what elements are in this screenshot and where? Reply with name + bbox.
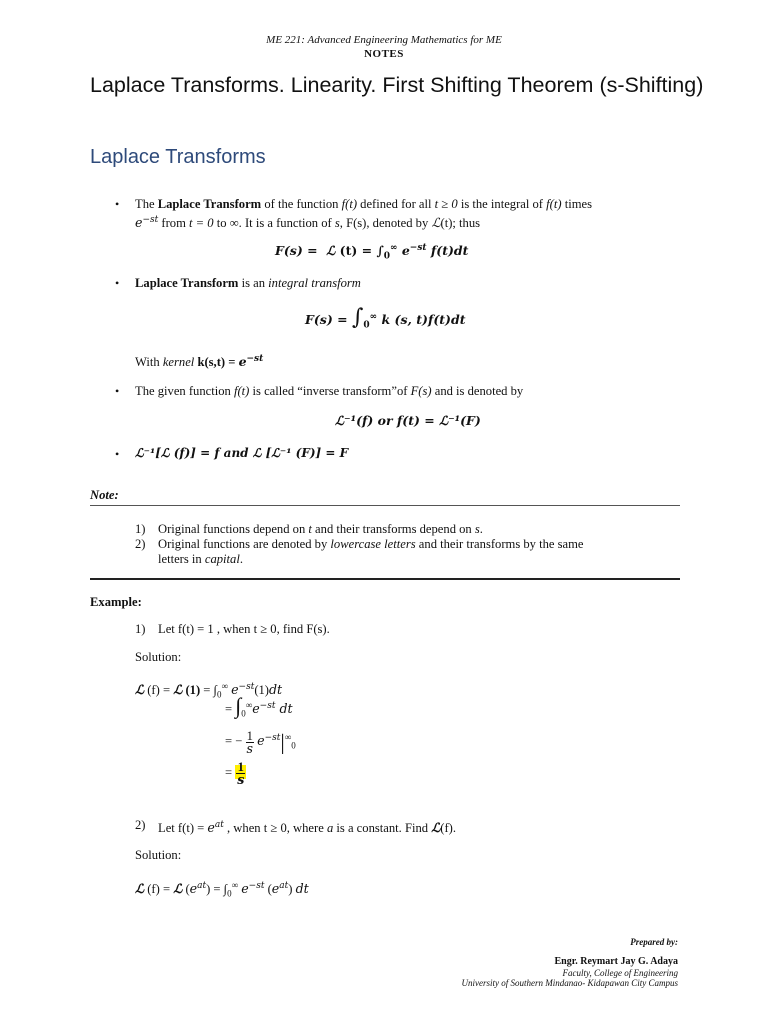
note-item-1: Original functions depend on t and their transforms depend on s. [158, 522, 483, 536]
integral-transform-equation: $F(s) = \int_0^\infty$ k (s, t)f(t)dt [305, 305, 466, 331]
note-label: Note: [90, 488, 119, 502]
prepared-by-label: Prepared by: [630, 937, 678, 947]
solution-1-step-2: = $\int_0^\infty e^{-st}$ dt [225, 693, 293, 719]
solution-1-step-1: ℒ (f) = ℒ $(1) = \int_0^\infty$ $e^{-st}(1)dt$ [135, 681, 283, 700]
author-name: Engr. Reymart Jay G. Adaya [554, 956, 678, 967]
example-2-text: Let $f(t) = e^{at}$ , when t ≥ 0, where a is a constant. Find ℒ(f). [158, 820, 457, 836]
note-item-number: 1) [135, 522, 146, 536]
note-item-2-line2: letters in capital. [158, 552, 244, 566]
bullet-1-text-line2: $e^{-st}$ from t = 0 to ∞. It is a function of s, F(s), denoted by ℒ(t); thus [135, 215, 481, 231]
laplace-definition-equation: F(s) = ℒ $(t) = \int_0^\infty$ $e^{-st}$ f(t)dt [275, 243, 469, 262]
note-item-2: Original functions are denoted by lowercase letters and their transforms by the same [158, 537, 584, 551]
author-school: University of Southern Mindanao- Kidapawan City Campus [461, 978, 678, 988]
solution-1-label: Solution: [135, 650, 182, 664]
example-1-number: 1) [135, 622, 146, 636]
example-2-number: 2) [135, 818, 146, 832]
solution-2-step-1: ℒ (f) = ℒ $(e^{at}) = \int_0^\infty$ $e^{-st}$ $(e^{at})$ dt [135, 880, 309, 899]
notes-label: NOTES [364, 48, 404, 60]
example-label: Example: [90, 595, 142, 609]
solution-1-step-3: = − $\frac{1}{s}$ $e^{-st}|^\infty_0$ [225, 728, 296, 756]
solution-1-result: = $\frac{1}{s}$ [225, 760, 245, 787]
section-heading: Laplace Transforms [90, 146, 266, 168]
kernel-text: With kernel $k(s,t) = e^{-st}$ [135, 354, 264, 370]
solution-2-label: Solution: [135, 848, 182, 862]
note-item-number: 2) [135, 537, 146, 551]
course-header: ME 221: Advanced Engineering Mathematics for ME [266, 34, 502, 46]
author-role: Faculty, College of Engineering [562, 968, 678, 978]
bullet-1-text: The Laplace Transform of the function f(t) defined for all t ≥ 0 is the integral of f(t) times [135, 197, 592, 211]
bullet-icon: • [115, 197, 120, 211]
bullet-icon: • [115, 384, 120, 398]
page-title: Laplace Transforms. Linearity. First Shifting Theorem (s-Shifting) [90, 73, 704, 97]
example-1-text: Let f(t) = 1 , when t ≥ 0, find F(s). [158, 622, 330, 636]
bullet-4-identity: ℒ⁻¹[ℒ (f)] = f and ℒ [ℒ⁻¹ (F)] = F [135, 446, 349, 460]
bullet-icon: • [115, 276, 120, 290]
bullet-icon: • [115, 447, 120, 461]
note-bottom-divider [90, 578, 680, 580]
bullet-2-text: Laplace Transform is an integral transform [135, 276, 361, 290]
note-top-divider [90, 505, 680, 506]
inverse-transform-equation: ℒ⁻¹(f) or f(t) = ℒ⁻¹(F) [335, 413, 481, 428]
bullet-3-text: The given function f(t) is called “inverse transform”of F(s) and is denoted by [135, 384, 524, 398]
